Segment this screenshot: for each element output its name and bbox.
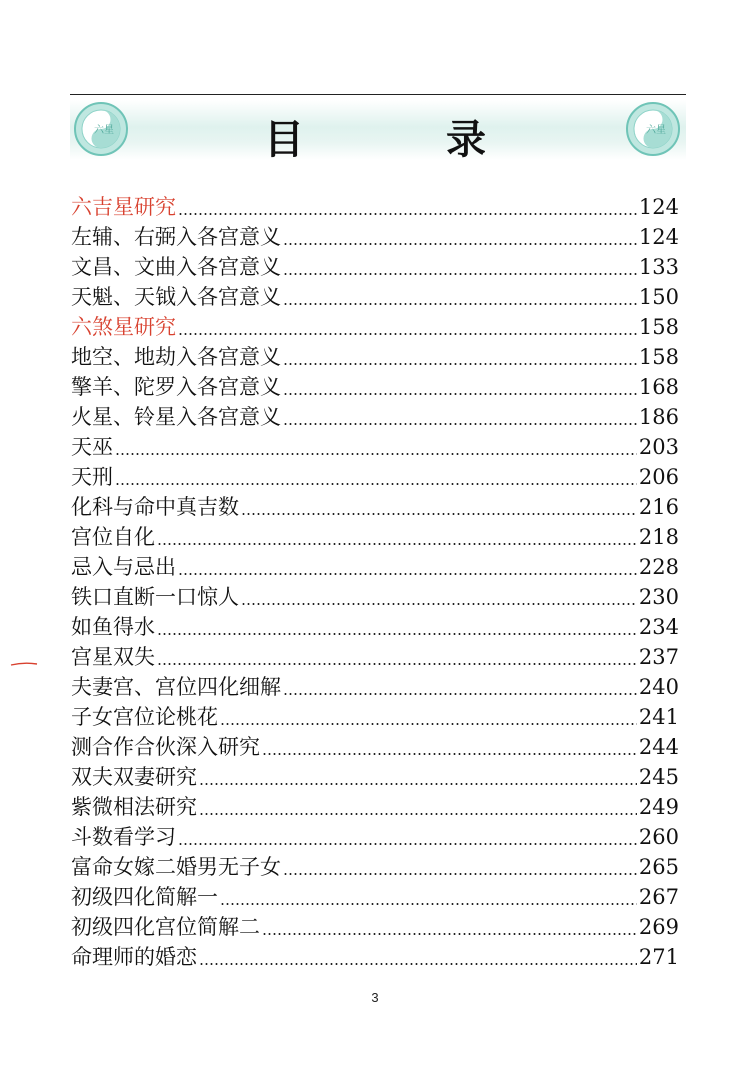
toc-entry-title: 文昌、文曲入各宫意义 (71, 255, 281, 279)
toc-dot-leader (220, 903, 637, 905)
toc-dot-leader (199, 783, 637, 785)
page-number: 3 (371, 990, 379, 1005)
toc-dot-leader (283, 363, 637, 365)
toc-entry-title: 命理师的婚恋 (71, 945, 197, 969)
toc-dot-leader (157, 633, 637, 635)
toc-entry-title: 天刑 (71, 465, 113, 489)
margin-pencil-mark (10, 659, 38, 669)
toc-dot-leader (283, 873, 637, 875)
toc-entry[interactable] (71, 672, 679, 702)
toc-entry-page: 168 (638, 375, 679, 399)
toc-entry-title: 化科与命中真吉数 (71, 495, 239, 519)
toc-entry-page: 271 (638, 945, 679, 969)
toc-entry-page: 124 (638, 225, 679, 249)
toc-entry-title: 如鱼得水 (71, 615, 155, 639)
toc-entry[interactable] (71, 282, 679, 312)
toc-entry-title: 六吉星研究 (71, 195, 176, 219)
toc-entry-page: 240 (638, 675, 679, 699)
toc-dot-leader (283, 693, 637, 695)
toc-dot-leader (283, 273, 637, 275)
toc-entry[interactable] (71, 552, 679, 582)
toc-section-heading[interactable] (71, 192, 679, 222)
toc-entry-page: 237 (638, 645, 679, 669)
toc-entry-title: 铁口直断一口惊人 (71, 585, 239, 609)
toc-entry-page: 260 (638, 825, 679, 849)
toc-entry[interactable] (71, 762, 679, 792)
toc-dot-leader (283, 243, 637, 245)
toc-entry-title: 宫星双失 (71, 645, 155, 669)
toc-entry-page: 267 (638, 885, 679, 909)
toc-dot-leader (262, 753, 637, 755)
toc-section-heading[interactable] (71, 312, 679, 342)
toc-entry-page: 234 (638, 615, 679, 639)
toc-entry-page: 244 (638, 735, 679, 759)
toc-entry-title: 夫妻宫、宫位四化细解 (71, 675, 281, 699)
toc-dot-leader (199, 963, 637, 965)
toc-entry-title: 测合作合伙深入研究 (71, 735, 260, 759)
toc-entry-title: 左辅、右弼入各宫意义 (71, 225, 281, 249)
toc-entry-page: 218 (638, 525, 679, 549)
toc-entry[interactable] (71, 882, 679, 912)
toc-entry-page: 245 (638, 765, 679, 789)
toc-entry-page: 216 (638, 495, 679, 519)
toc-entry-page: 265 (638, 855, 679, 879)
toc-list (71, 192, 679, 972)
toc-entry[interactable] (71, 612, 679, 642)
toc-entry-title: 子女宫位论桃花 (71, 705, 218, 729)
toc-entry-title: 六煞星研究 (71, 315, 176, 339)
toc-dot-leader (283, 393, 637, 395)
toc-entry[interactable] (71, 492, 679, 522)
toc-entry-page: 269 (638, 915, 679, 939)
toc-entry-page: 186 (638, 405, 679, 429)
toc-entry-title: 天魁、天钺入各宫意义 (71, 285, 281, 309)
toc-entry[interactable] (71, 582, 679, 612)
toc-entry-title: 宫位自化 (71, 525, 155, 549)
toc-entry-title: 忌入与忌出 (71, 555, 176, 579)
toc-entry-page: 158 (638, 315, 679, 339)
toc-dot-leader (199, 813, 637, 815)
toc-dot-leader (220, 723, 637, 725)
toc-entry[interactable] (71, 402, 679, 432)
toc-entry-page: 206 (638, 465, 679, 489)
toc-entry-title: 紫微相法研究 (71, 795, 197, 819)
toc-entry-title: 擎羊、陀罗入各宫意义 (71, 375, 281, 399)
toc-entry-page: 228 (638, 555, 679, 579)
toc-dot-leader (283, 423, 637, 425)
toc-dot-leader (241, 513, 637, 515)
toc-dot-leader (178, 333, 637, 335)
toc-dot-leader (262, 933, 637, 935)
toc-entry-page: 203 (638, 435, 679, 459)
toc-entry[interactable] (71, 642, 679, 672)
toc-entry[interactable] (71, 522, 679, 552)
header-rule (70, 94, 686, 95)
toc-entry[interactable] (71, 792, 679, 822)
toc-entry[interactable] (71, 702, 679, 732)
toc-entry-page: 230 (638, 585, 679, 609)
toc-entry-title: 初级四化宫位简解二 (71, 915, 260, 939)
toc-entry[interactable] (71, 912, 679, 942)
toc-entry-page: 150 (638, 285, 679, 309)
toc-entry-page: 133 (638, 255, 679, 279)
emblem-left-label: 六星 (94, 125, 114, 136)
toc-dot-leader (178, 213, 637, 215)
toc-entry[interactable] (71, 732, 679, 762)
toc-dot-leader (283, 303, 637, 305)
toc-entry-page: 158 (638, 345, 679, 369)
page-title: 目 录 (264, 116, 550, 163)
toc-entry-page: 241 (638, 705, 679, 729)
toc-dot-leader (157, 663, 637, 665)
toc-dot-leader (241, 603, 637, 605)
toc-entry[interactable] (71, 942, 679, 972)
toc-entry-title: 斗数看学习 (71, 825, 176, 849)
toc-entry-page: 249 (638, 795, 679, 819)
toc-dot-leader (178, 843, 637, 845)
toc-entry[interactable] (71, 852, 679, 882)
toc-entry-page: 124 (638, 195, 679, 219)
toc-entry-title: 地空、地劫入各宫意义 (71, 345, 281, 369)
toc-entry[interactable] (71, 822, 679, 852)
toc-entry[interactable] (71, 432, 679, 462)
toc-entry-title: 火星、铃星入各宫意义 (71, 405, 281, 429)
toc-dot-leader (115, 453, 637, 455)
toc-entry-title: 富命女嫁二婚男无子女 (71, 855, 281, 879)
toc-entry-title: 初级四化简解一 (71, 885, 218, 909)
toc-dot-leader (157, 543, 637, 545)
toc-entry-title: 天巫 (71, 435, 113, 459)
toc-entry[interactable] (71, 222, 679, 252)
toc-dot-leader (115, 483, 637, 485)
emblem-right-label: 六星 (646, 125, 666, 136)
toc-entry[interactable] (71, 372, 679, 402)
toc-entry[interactable] (71, 462, 679, 492)
toc-dot-leader (178, 573, 637, 575)
toc-entry[interactable] (71, 252, 679, 282)
toc-entry-title: 双夫双妻研究 (71, 765, 197, 789)
toc-entry[interactable] (71, 342, 679, 372)
